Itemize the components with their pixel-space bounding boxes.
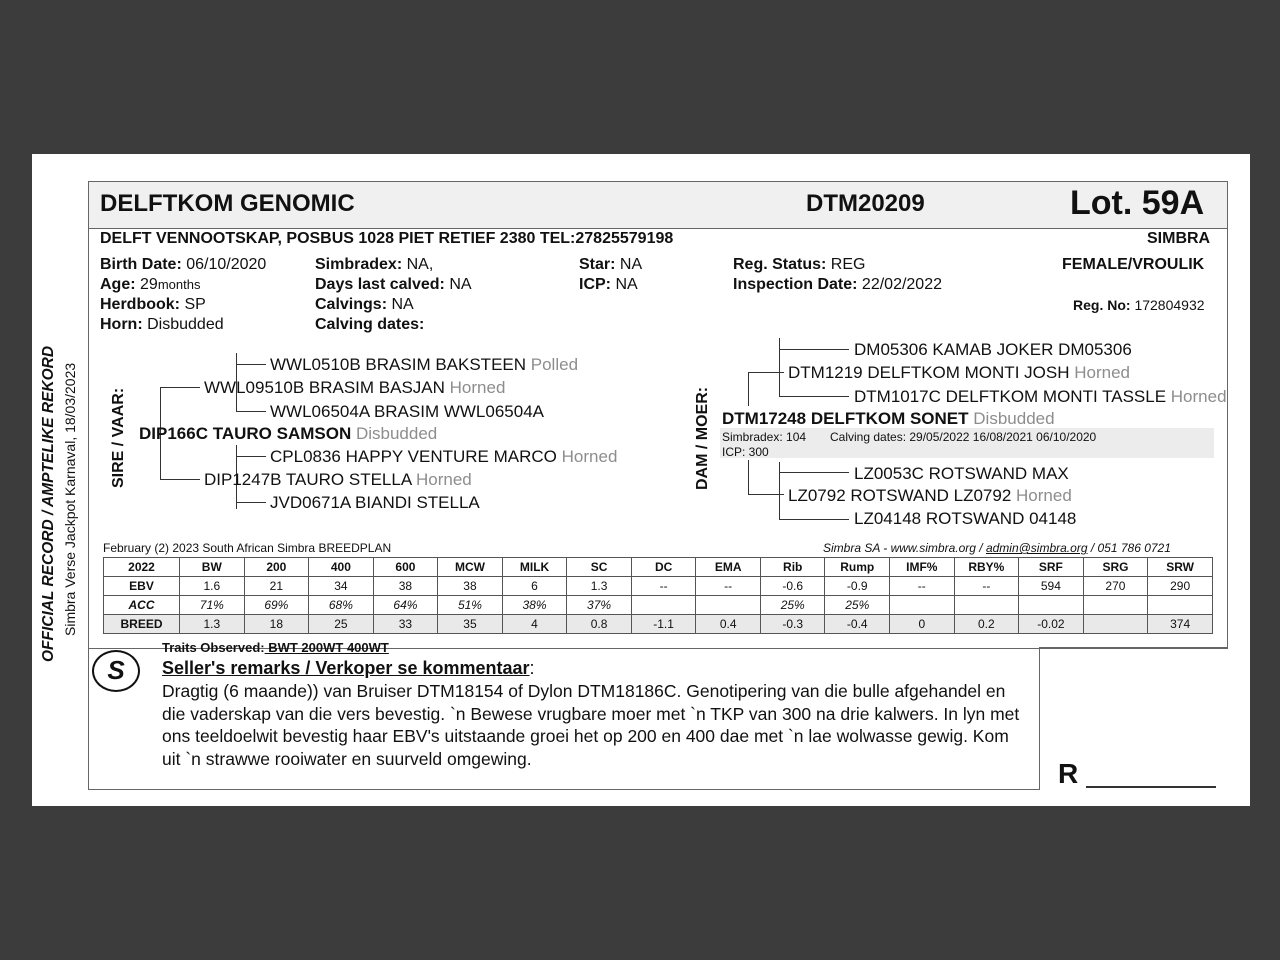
animal-id: DTM20209 bbox=[806, 190, 925, 217]
dam-dam-dam: LZ04148 ROTSWAND 04148 bbox=[854, 509, 1077, 528]
ebv-cell: -0.02 bbox=[1019, 615, 1084, 634]
ebv-cell: 71% bbox=[180, 596, 245, 615]
ebv-cell: 1.6 bbox=[180, 577, 245, 596]
days-last-calved: Days last calved: NA bbox=[315, 276, 472, 293]
ebv-cell: 18 bbox=[244, 615, 309, 634]
ebv-cell: 33 bbox=[373, 615, 438, 634]
seller-badge: S bbox=[92, 650, 140, 692]
sire-side-label: SIRE / VAAR: bbox=[110, 387, 127, 488]
r-label: R bbox=[1058, 758, 1079, 789]
ebv-cell: -0.9 bbox=[825, 577, 890, 596]
ebv-cell: 374 bbox=[1148, 615, 1213, 634]
ebv-cell bbox=[890, 596, 955, 615]
ebv-row-label: BREED bbox=[104, 615, 180, 634]
ebv-row-breed bbox=[104, 615, 1213, 634]
ebv-cell bbox=[696, 596, 761, 615]
reg-number: Reg. No: 172804932 bbox=[1073, 297, 1205, 313]
dam-sire-sire: DM05306 KAMAB JOKER DM05306 bbox=[854, 340, 1132, 359]
ebv-cell: 1.3 bbox=[567, 577, 632, 596]
ebv-row-ebv bbox=[104, 577, 1213, 596]
ebv-cell bbox=[1083, 596, 1148, 615]
ebv-cell: 290 bbox=[1148, 577, 1213, 596]
dam-name: DTM17248 DELFTKOM SONET Disbudded bbox=[722, 409, 1055, 428]
ebv-cell: 25 bbox=[309, 615, 374, 634]
sire-sire-dam: WWL06504A BRASIM WWL06504A bbox=[270, 402, 545, 421]
ebv-cell: 34 bbox=[309, 577, 374, 596]
ebv-cell: 0.8 bbox=[567, 615, 632, 634]
dam-simbradex: Simbradex: 104 bbox=[722, 430, 807, 444]
horn-status: Horn: Disbudded bbox=[100, 316, 224, 333]
dam-calving-dates: Calving dates: 29/05/2022 16/08/2021 06/10/2020 bbox=[830, 430, 1097, 444]
ebv-col-header: 600 bbox=[373, 558, 438, 577]
sex: FEMALE/VROULIK bbox=[1062, 256, 1205, 273]
ebv-cell: 0.4 bbox=[696, 615, 761, 634]
ebv-col-header: SRW bbox=[1148, 558, 1213, 577]
ebv-cell: 69% bbox=[244, 596, 309, 615]
ebv-cell: -- bbox=[631, 577, 696, 596]
icp: ICP: NA bbox=[579, 276, 638, 293]
ebv-cell: -0.3 bbox=[760, 615, 825, 634]
ebv-cell: 270 bbox=[1083, 577, 1148, 596]
ebv-cell: 6 bbox=[502, 577, 567, 596]
ebv-cell: 594 bbox=[1019, 577, 1084, 596]
breedplan-caption: February (2) 2023 South African Simbra BREEDPLAN bbox=[103, 541, 392, 555]
traits-observed: Traits Observed: BWT 200WT 400WT bbox=[162, 640, 389, 655]
calvings: Calvings: NA bbox=[315, 296, 414, 313]
age: Age: 29months bbox=[100, 276, 201, 293]
ebv-cell: 25% bbox=[825, 596, 890, 615]
simbradex: Simbradex: NA, bbox=[315, 256, 434, 273]
ebv-col-header: DC bbox=[631, 558, 696, 577]
ebv-cell bbox=[1148, 596, 1213, 615]
lot-number: Lot. 59A bbox=[1070, 184, 1205, 222]
ebv-col-header: SC bbox=[567, 558, 632, 577]
dam-sire: DTM1219 DELFTKOM MONTI JOSH Horned bbox=[788, 363, 1130, 382]
ebv-cell: -0.4 bbox=[825, 615, 890, 634]
remarks-divider bbox=[1039, 647, 1040, 789]
ebv-col-header: BW bbox=[180, 558, 245, 577]
ebv-cell: 35 bbox=[438, 615, 503, 634]
dam-dam: LZ0792 ROTSWAND LZ0792 Horned bbox=[788, 486, 1072, 505]
event-label: Simbra Verse Jackpot Karnaval, 18/03/2023 bbox=[62, 362, 78, 636]
ebv-cell: -- bbox=[890, 577, 955, 596]
inspection-date: Inspection Date: 22/02/2022 bbox=[733, 276, 942, 293]
company-name: DELFTKOM GENOMIC bbox=[100, 190, 355, 217]
official-record-label: OFFICIAL RECORD / AMPTELIKE REKORD bbox=[40, 345, 57, 662]
ebv-cell: 37% bbox=[567, 596, 632, 615]
birth-date: Birth Date: 06/10/2020 bbox=[100, 256, 267, 273]
ebv-cell: 64% bbox=[373, 596, 438, 615]
dam-side-label: DAM / MOER: bbox=[694, 386, 711, 490]
ebv-col-header: SRG bbox=[1083, 558, 1148, 577]
signature-line bbox=[1086, 786, 1216, 788]
ebv-row-label: EBV bbox=[104, 577, 180, 596]
ebv-col-header: SRF bbox=[1019, 558, 1084, 577]
reg-status: Reg. Status: REG bbox=[733, 256, 866, 273]
ebv-cell: 0 bbox=[890, 615, 955, 634]
ebv-col-header: IMF% bbox=[890, 558, 955, 577]
sire-name: DIP166C TAURO SAMSON Disbudded bbox=[139, 424, 438, 443]
ebv-col-header: EMA bbox=[696, 558, 761, 577]
ebv-row-acc bbox=[104, 596, 1213, 615]
ebv-cell: 25% bbox=[760, 596, 825, 615]
ebv-cell bbox=[1019, 596, 1084, 615]
ebv-cell: 68% bbox=[309, 596, 374, 615]
ebv-cell: -0.6 bbox=[760, 577, 825, 596]
ebv-row-label: ACC bbox=[104, 596, 180, 615]
ebv-col-header: Rib bbox=[760, 558, 825, 577]
star: Star: NA bbox=[579, 256, 643, 273]
ebv-cell: -- bbox=[696, 577, 761, 596]
breeder-address: DELFT VENNOOTSKAP, POSBUS 1028 PIET RETIEF 2380 TEL:27825579198 bbox=[100, 230, 674, 247]
sire-dam: DIP1247B TAURO STELLA Horned bbox=[204, 470, 472, 489]
ebv-cell bbox=[954, 596, 1019, 615]
ebv-cell: 38 bbox=[373, 577, 438, 596]
ebv-cell: 1.3 bbox=[180, 615, 245, 634]
sire-sire: WWL09510B BRASIM BASJAN Horned bbox=[204, 378, 506, 397]
remarks-divider-top bbox=[1039, 647, 1227, 648]
ebv-cell: 0.2 bbox=[954, 615, 1019, 634]
ebv-cell bbox=[1083, 615, 1148, 634]
ebv-table bbox=[103, 557, 1213, 634]
remarks-text: Dragtig (6 maande)) van Bruiser DTM18154 of Dylon DTM18186C. Genotipering van die bulle afgehandel en die vaderskap van die vers bevestig. `n Bewese vrugbare moer met `n TKP van 300 na drie kalwers. In lyn met ons teeldoelwit bevestig haar EBV's uitstaande groei het op 200 en 400 dae met `n lae wolwasse gewig. Kom uit `n strawwe rooiwater en suurveld omgewing. bbox=[162, 681, 1020, 769]
dam-dam-sire: LZ0053C ROTSWAND MAX bbox=[854, 464, 1069, 483]
ebv-year-header: 2022 bbox=[104, 558, 180, 577]
sire-dam-dam: JVD0671A BIANDI STELLA bbox=[270, 493, 480, 512]
sire-dam-sire: CPL0836 HAPPY VENTURE MARCO Horned bbox=[270, 447, 618, 466]
ebv-cell: 38 bbox=[438, 577, 503, 596]
dam-icp: ICP: 300 bbox=[722, 445, 769, 459]
ebv-cell: 38% bbox=[502, 596, 567, 615]
ebv-col-header: Rump bbox=[825, 558, 890, 577]
remarks-title: Seller's remarks / Verkoper se kommentaar: bbox=[162, 658, 535, 678]
simbra-contact: Simbra SA - www.simbra.org / admin@simbra.org / 051 786 0721 bbox=[823, 541, 1171, 555]
sire-sire-sire: WWL0510B BRASIM BAKSTEEN Polled bbox=[270, 355, 579, 374]
ebv-col-header: MILK bbox=[502, 558, 567, 577]
dam-sire-dam: DTM1017C DELFTKOM MONTI TASSLE Horned bbox=[854, 387, 1227, 406]
ebv-col-header: 200 bbox=[244, 558, 309, 577]
ebv-cell: -1.1 bbox=[631, 615, 696, 634]
ebv-cell: 21 bbox=[244, 577, 309, 596]
ebv-col-header: RBY% bbox=[954, 558, 1019, 577]
ebv-col-header: MCW bbox=[438, 558, 503, 577]
ebv-col-header: 400 bbox=[309, 558, 374, 577]
calving-dates: Calving dates: bbox=[315, 316, 425, 333]
ebv-header-row bbox=[104, 558, 1213, 577]
ebv-cell: -- bbox=[954, 577, 1019, 596]
ebv-cell: 51% bbox=[438, 596, 503, 615]
herdbook: Herdbook: SP bbox=[100, 296, 206, 313]
ebv-cell: 4 bbox=[502, 615, 567, 634]
breed-name: SIMBRA bbox=[1147, 230, 1211, 247]
ebv-cell bbox=[631, 596, 696, 615]
contact-email-link[interactable]: admin@simbra.org bbox=[985, 541, 1088, 555]
